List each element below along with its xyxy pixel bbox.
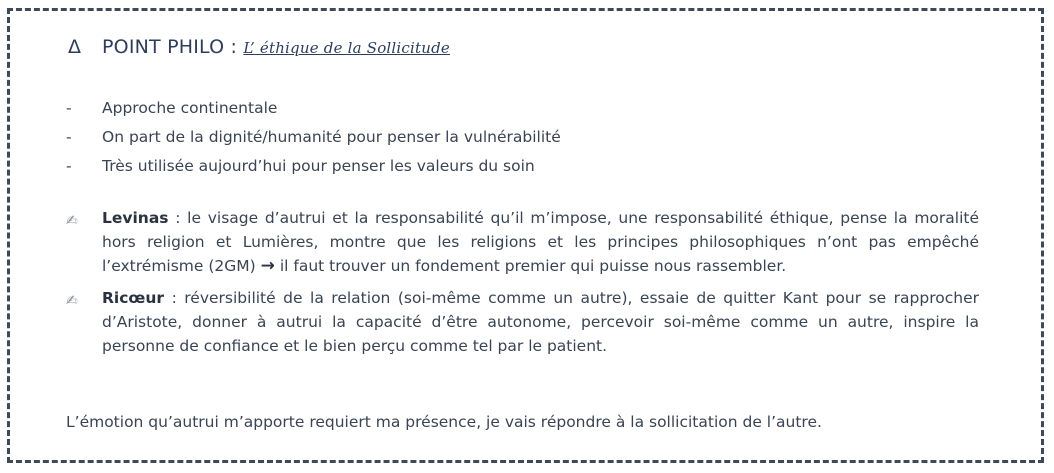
pen-icon: ✍: [66, 213, 78, 229]
list-item-text: Approche continentale: [102, 99, 278, 117]
dash-icon: -: [66, 128, 72, 146]
section-title: [68, 36, 450, 58]
paragraph-text: : réversibilité de la relation (soi-même comme un autre), essaie de quitter Kant pour se rapprocher d’Aristote, donner à autrui la capacité d’être autonome, percevoir soi-même comme un autre, inspire la personne de confiance et le bien perçu comme tel par le patient.: [102, 289, 979, 355]
list-item-text: Très utilisée aujourd’hui pour penser les valeurs du soin: [102, 157, 535, 175]
paragraph-levinas: [66, 206, 979, 278]
arrow-right-icon: →: [260, 256, 275, 276]
paragraph-text: : le visage d’autrui et la responsabilité qu’il m’impose, une responsabilité éthique, pense la moralité hors religion et Lumières, montre que les religions et les principes philosophiques n’ont pas empêché l’extrémisme (2GM): [102, 209, 979, 275]
delta-icon: Δ: [68, 36, 82, 58]
paragraph-text: il faut trouver un fondement premier qui puisse nous rassembler.: [274, 257, 787, 275]
closing-sentence: L’émotion qu’autrui m’apporte requiert ma présence, je vais répondre à la sollicitation de l’autre.: [66, 413, 822, 431]
list-item: [66, 125, 979, 154]
philosopher-name: Ricœur: [102, 289, 165, 307]
bullet-list: [66, 96, 979, 183]
title-subtitle: L’ éthique de la Sollicitude: [243, 39, 450, 57]
paragraph-ricoeur: [66, 286, 979, 358]
pen-icon: ✍: [66, 293, 78, 309]
list-item: [66, 96, 979, 125]
list-item-text: On part de la dignité/humanité pour penser la vulnérabilité: [102, 128, 561, 146]
dash-icon: -: [66, 99, 72, 117]
content-body: [66, 96, 979, 366]
dash-icon: -: [66, 157, 72, 175]
list-item: [66, 154, 979, 183]
philosopher-name: Levinas: [102, 209, 169, 227]
title-text: POINT PHILO :: [102, 36, 238, 58]
